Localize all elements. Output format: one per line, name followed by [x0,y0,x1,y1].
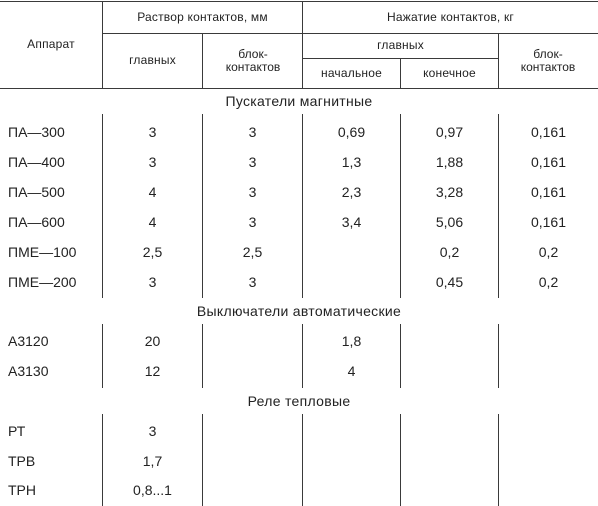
table-cell-gap-main: 4 [148,184,157,201]
table-cell-force-aux [499,327,598,357]
table-cell-force-final [401,476,498,506]
table-row-device: ТРН [8,482,36,499]
header-force-group: Нажатие контактов, кг [387,9,514,24]
table-cell-gap-main: 0,8...1 [133,482,172,499]
table-cell-force-initial [303,238,400,268]
table-cell-force-initial [303,417,400,447]
section-title: Пускатели магнитные [225,93,373,110]
table-cell-gap-main: 4 [148,214,157,231]
table-cell-gap-aux [203,327,302,357]
table-cell-gap-aux: 3 [248,184,257,201]
table-cell-gap-aux [203,447,302,477]
table-cell-force-initial: 4 [347,363,356,380]
table-cell-force-initial: 1,3 [341,154,362,171]
table-cell-force-initial: 3,4 [341,214,362,231]
table-cell-force-final: 0,2 [439,244,460,261]
table-row-device: А3130 [8,363,49,380]
table-row-device: А3120 [8,333,49,350]
header-force-initial: начальное [321,65,382,80]
col-rule-5-header [498,33,499,89]
table-cell-gap-main: 12 [144,363,161,380]
table-cell-force-final: 0,97 [435,124,464,141]
header-force-final: конечное [423,65,476,80]
header-gap-main: главных [129,53,176,68]
table-cell-gap-aux [203,476,302,506]
table-cell-force-initial [303,476,400,506]
table-cell-force-aux: 0,161 [530,214,567,231]
table-row-device: ПМЕ—200 [8,274,77,291]
table-cell-force-aux [499,357,598,387]
header-device: Аппарат [27,37,75,52]
table-row-device: ПМЕ—100 [8,244,77,261]
table-cell-gap-aux [203,417,302,447]
header-force-main-group: главных [377,38,424,53]
table-cell-gap-main: 3 [148,124,157,141]
table-cell-force-initial: 1,8 [341,333,362,350]
table-cell-gap-main: 3 [148,154,157,171]
header-gap-group: Раствор контактов, мм [137,9,268,24]
table-cell-force-aux: 0,161 [530,184,567,201]
table-cell-force-initial: 0,69 [337,124,366,141]
table-cell-force-final [401,357,498,387]
table-cell-force-aux: 0,161 [530,124,567,141]
header-gap-aux: блок-контактов [225,47,281,74]
table-cell-force-final [401,327,498,357]
table-cell-force-final: 0,45 [435,274,464,291]
table-cell-force-aux: 0,2 [538,274,559,291]
table-cell-gap-aux: 3 [248,154,257,171]
table-cell-force-initial [303,447,400,477]
table-cell-gap-main: 3 [148,274,157,291]
table-cell-force-aux [499,447,598,477]
table-cell-force-initial [303,268,400,298]
section-title: Реле тепловые [247,393,351,410]
table-cell-gap-aux: 2,5 [242,244,263,261]
table-row-device: ПА—400 [8,154,65,171]
col-rule-2-header [202,33,203,89]
table-cell-force-final: 3,28 [435,184,464,201]
table-cell-force-final [401,417,498,447]
table-cell-gap-aux: 3 [248,124,257,141]
table-cell-gap-aux: 3 [248,274,257,291]
table-cell-gap-aux: 3 [248,214,257,231]
table-row-device: ПА—300 [8,124,65,141]
header-bottom-rule [0,88,598,89]
table-cell-gap-aux [203,357,302,387]
table-cell-force-final: 5,06 [435,214,464,231]
table-row-device: ТРВ [8,453,36,470]
table-cell-force-aux [499,417,598,447]
table-row-device: ПА—500 [8,184,65,201]
header-force-aux: блок-контактов [520,47,576,74]
table-row-device: ПА—600 [8,214,65,231]
table-cell-force-aux: 0,2 [538,244,559,261]
table-cell-force-aux: 0,161 [530,154,567,171]
section-title: Выключатели автоматические [196,303,402,320]
table-cell-gap-main: 1,7 [142,453,163,470]
table-cell-gap-main: 20 [144,333,161,350]
table-cell-gap-main: 3 [148,423,157,440]
table-cell-force-initial: 2,3 [341,184,362,201]
table-cell-force-aux [499,476,598,506]
table-cell-gap-main: 2,5 [142,244,163,261]
table-row-device: РТ [8,423,26,440]
table-cell-force-final: 1,88 [435,154,464,171]
table-cell-force-final [401,447,498,477]
